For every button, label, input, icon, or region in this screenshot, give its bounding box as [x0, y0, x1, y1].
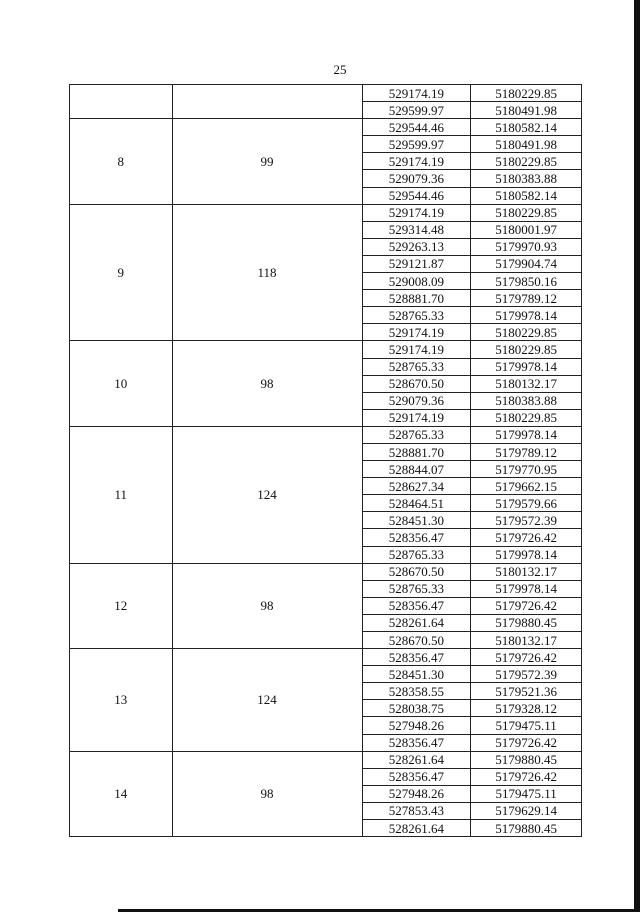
y-coordinate-cell: 5179572.39: [471, 666, 582, 683]
y-coordinate-cell: 5180582.14: [471, 119, 582, 136]
y-coordinate-cell: 5180229.85: [471, 341, 582, 358]
y-coordinate-cell: 5180229.85: [471, 204, 582, 221]
y-coordinate-cell: 5179978.14: [471, 426, 582, 443]
parcel-area-cell: 98: [172, 341, 362, 426]
page-number: 25: [333, 62, 347, 77]
x-coordinate-cell: 528881.70: [362, 443, 471, 460]
y-coordinate-cell: 5179789.12: [471, 290, 582, 307]
parcel-area-cell: 98: [172, 751, 362, 836]
x-coordinate-cell: 528356.47: [362, 734, 471, 751]
y-coordinate-cell: 5179978.14: [471, 307, 582, 324]
y-coordinate-cell: 5179770.95: [471, 461, 582, 478]
table-row: [70, 649, 582, 666]
y-coordinate-cell: 5179850.16: [471, 273, 582, 290]
x-coordinate-cell: 528844.07: [362, 461, 471, 478]
x-coordinate-cell: 529544.46: [362, 187, 471, 204]
y-coordinate-cell: 5179629.14: [471, 802, 582, 819]
coordinates-table-body: [70, 85, 582, 837]
x-coordinate-cell: 529599.97: [362, 136, 471, 153]
parcel-number-cell: [70, 85, 173, 119]
table-row: [70, 341, 582, 358]
y-coordinate-cell: 5179475.11: [471, 785, 582, 802]
table-row: [70, 119, 582, 136]
y-coordinate-cell: 5180582.14: [471, 187, 582, 204]
x-coordinate-cell: 528670.50: [362, 375, 471, 392]
x-coordinate-cell: 528356.47: [362, 597, 471, 614]
x-coordinate-cell: 529263.13: [362, 238, 471, 255]
y-coordinate-cell: 5180383.88: [471, 392, 582, 409]
x-coordinate-cell: 528765.33: [362, 580, 471, 597]
y-coordinate-cell: 5180001.97: [471, 221, 582, 238]
y-coordinate-cell: 5179880.45: [471, 820, 582, 837]
y-coordinate-cell: 5179978.14: [471, 358, 582, 375]
y-coordinate-cell: 5180229.85: [471, 324, 582, 341]
table-row: [70, 426, 582, 443]
x-coordinate-cell: 529174.19: [362, 204, 471, 221]
x-coordinate-cell: 528356.47: [362, 768, 471, 785]
x-coordinate-cell: 528358.55: [362, 683, 471, 700]
parcel-number-cell: 9: [70, 204, 173, 341]
y-coordinate-cell: 5179970.93: [471, 238, 582, 255]
x-coordinate-cell: 528627.34: [362, 478, 471, 495]
y-coordinate-cell: 5179579.66: [471, 495, 582, 512]
x-coordinate-cell: 527948.26: [362, 785, 471, 802]
x-coordinate-cell: 529174.19: [362, 341, 471, 358]
y-coordinate-cell: 5179726.42: [471, 649, 582, 666]
x-coordinate-cell: 527948.26: [362, 717, 471, 734]
x-coordinate-cell: 528670.50: [362, 632, 471, 649]
coordinates-table: [69, 84, 582, 837]
x-coordinate-cell: 528670.50: [362, 563, 471, 580]
x-coordinate-cell: 529174.19: [362, 153, 471, 170]
x-coordinate-cell: 527853.43: [362, 802, 471, 819]
parcel-number-cell: 11: [70, 426, 173, 563]
x-coordinate-cell: 529174.19: [362, 85, 471, 102]
parcel-number-cell: 10: [70, 341, 173, 426]
x-coordinate-cell: 528261.64: [362, 614, 471, 631]
y-coordinate-cell: 5180491.98: [471, 102, 582, 119]
parcel-number-cell: 13: [70, 649, 173, 752]
x-coordinate-cell: 528765.33: [362, 358, 471, 375]
y-coordinate-cell: 5179789.12: [471, 443, 582, 460]
x-coordinate-cell: 528038.75: [362, 700, 471, 717]
parcel-area-cell: 98: [172, 563, 362, 648]
x-coordinate-cell: 528451.30: [362, 512, 471, 529]
x-coordinate-cell: 528356.47: [362, 529, 471, 546]
parcel-area-cell: 99: [172, 119, 362, 204]
y-coordinate-cell: 5179904.74: [471, 255, 582, 272]
y-coordinate-cell: 5180132.17: [471, 563, 582, 580]
x-coordinate-cell: 528261.64: [362, 751, 471, 768]
parcel-area-cell: 124: [172, 426, 362, 563]
y-coordinate-cell: 5180229.85: [471, 153, 582, 170]
y-coordinate-cell: 5179726.42: [471, 529, 582, 546]
x-coordinate-cell: 529599.97: [362, 102, 471, 119]
y-coordinate-cell: 5179726.42: [471, 597, 582, 614]
table-row: [70, 85, 582, 102]
y-coordinate-cell: 5179328.12: [471, 700, 582, 717]
y-coordinate-cell: 5180132.17: [471, 632, 582, 649]
x-coordinate-cell: 529121.87: [362, 255, 471, 272]
y-coordinate-cell: 5179726.42: [471, 768, 582, 785]
y-coordinate-cell: 5179978.14: [471, 580, 582, 597]
parcel-number-cell: 12: [70, 563, 173, 648]
x-coordinate-cell: 528464.51: [362, 495, 471, 512]
table-row: [70, 751, 582, 768]
x-coordinate-cell: 528261.64: [362, 820, 471, 837]
y-coordinate-cell: 5180229.85: [471, 85, 582, 102]
parcel-area-cell: 124: [172, 649, 362, 752]
y-coordinate-cell: 5180132.17: [471, 375, 582, 392]
y-coordinate-cell: 5180383.88: [471, 170, 582, 187]
parcel-number-cell: 8: [70, 119, 173, 204]
x-coordinate-cell: 528881.70: [362, 290, 471, 307]
x-coordinate-cell: 528451.30: [362, 666, 471, 683]
x-coordinate-cell: 529314.48: [362, 221, 471, 238]
x-coordinate-cell: 528765.33: [362, 307, 471, 324]
parcel-area-cell: 118: [172, 204, 362, 341]
y-coordinate-cell: 5179880.45: [471, 614, 582, 631]
x-coordinate-cell: 529008.09: [362, 273, 471, 290]
x-coordinate-cell: 529174.19: [362, 409, 471, 426]
y-coordinate-cell: 5179880.45: [471, 751, 582, 768]
x-coordinate-cell: 528356.47: [362, 649, 471, 666]
table-row: [70, 563, 582, 580]
x-coordinate-cell: 529079.36: [362, 170, 471, 187]
y-coordinate-cell: 5180491.98: [471, 136, 582, 153]
x-coordinate-cell: 529079.36: [362, 392, 471, 409]
x-coordinate-cell: 529544.46: [362, 119, 471, 136]
page-frame-right: [634, 0, 640, 912]
y-coordinate-cell: 5179662.15: [471, 478, 582, 495]
y-coordinate-cell: 5179572.39: [471, 512, 582, 529]
x-coordinate-cell: 528765.33: [362, 426, 471, 443]
y-coordinate-cell: 5179475.11: [471, 717, 582, 734]
y-coordinate-cell: 5179726.42: [471, 734, 582, 751]
y-coordinate-cell: 5179521.36: [471, 683, 582, 700]
y-coordinate-cell: 5180229.85: [471, 409, 582, 426]
table-row: [70, 204, 582, 221]
x-coordinate-cell: 528765.33: [362, 546, 471, 563]
y-coordinate-cell: 5179978.14: [471, 546, 582, 563]
x-coordinate-cell: 529174.19: [362, 324, 471, 341]
parcel-number-cell: 14: [70, 751, 173, 836]
parcel-area-cell: [172, 85, 362, 119]
